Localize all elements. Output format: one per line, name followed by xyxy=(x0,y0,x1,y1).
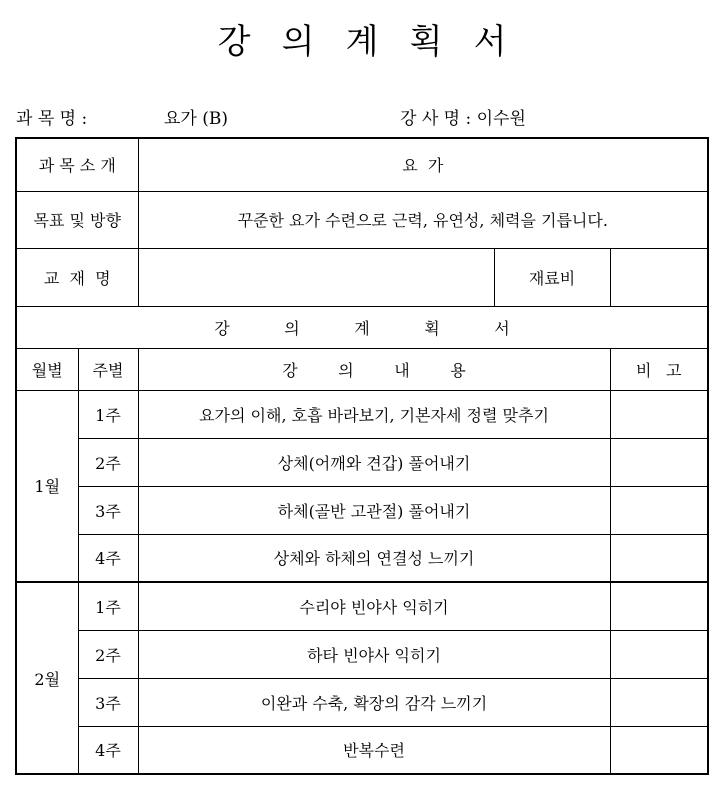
content-cell: 반복수련 xyxy=(138,726,610,774)
content-header xyxy=(138,348,610,390)
course-name-value: 요가 (B) xyxy=(164,109,229,129)
content-cell: 요가의 이해, 호흡 바라보기, 기본자세 정렬 맞추기 xyxy=(138,390,610,438)
title-char: 계 xyxy=(345,22,379,62)
week-cell: 1주 xyxy=(78,390,138,438)
plan-title-char: 의 xyxy=(284,318,300,338)
material-fee-label: 재료비 xyxy=(494,248,610,306)
content-cell: 하타 빈야사 익히기 xyxy=(138,630,610,678)
week-cell: 4주 xyxy=(78,534,138,582)
instructor-label: 강 사 명 : 이수원 xyxy=(400,109,526,129)
content-cell: 수리야 빈야사 익히기 xyxy=(138,582,610,630)
remark-cell xyxy=(610,486,708,534)
content-header-char: 용 xyxy=(450,360,466,380)
table-row xyxy=(16,486,708,534)
goal-label: 목표 및 방향 xyxy=(16,191,138,248)
title-char: 서 xyxy=(473,22,507,62)
plan-title-char: 강 xyxy=(214,318,230,338)
month-cell: 1월 xyxy=(16,390,78,582)
table-row xyxy=(16,438,708,486)
document-title xyxy=(0,14,724,63)
content-cell: 상체(어깨와 견갑) 풀어내기 xyxy=(138,438,610,486)
intro-row xyxy=(16,138,708,191)
content-header-char: 내 xyxy=(394,360,410,380)
plan-title-char: 계 xyxy=(354,318,370,338)
week-header: 주별 xyxy=(78,348,138,390)
plan-title-row xyxy=(16,306,708,348)
content-cell: 이완과 수축, 확장의 감각 느끼기 xyxy=(138,678,610,726)
week-cell: 3주 xyxy=(78,486,138,534)
remark-cell xyxy=(610,534,708,582)
plan-title-char: 획 xyxy=(424,318,440,338)
header-row xyxy=(16,348,708,390)
textbook-label: 교 재 명 xyxy=(16,248,138,306)
content-cell: 하체(골반 고관절) 풀어내기 xyxy=(138,486,610,534)
remark-cell xyxy=(610,630,708,678)
table-row xyxy=(16,582,708,630)
textbook-row xyxy=(16,248,708,306)
course-intro-label: 과 목 소 개 xyxy=(16,138,138,191)
content-cell: 상체와 하체의 연결성 느끼기 xyxy=(138,534,610,582)
table-row xyxy=(16,678,708,726)
remark-cell xyxy=(610,390,708,438)
remark-cell xyxy=(610,438,708,486)
course-name-label: 과 목 명 : xyxy=(16,109,88,129)
table-row xyxy=(16,726,708,774)
week-cell: 2주 xyxy=(78,438,138,486)
remark-cell xyxy=(610,582,708,630)
goal-row xyxy=(16,191,708,248)
goal-value: 꾸준한 요가 수련으로 근력, 유연성, 체력을 기릅니다. xyxy=(138,191,708,248)
week-cell: 3주 xyxy=(78,678,138,726)
table-row xyxy=(16,630,708,678)
course-intro-value: 요 가 xyxy=(138,138,708,191)
remark-header-char: 비 xyxy=(636,360,652,380)
table-row xyxy=(16,390,708,438)
content-header-char: 의 xyxy=(338,360,354,380)
table-row xyxy=(16,534,708,582)
remark-cell xyxy=(610,678,708,726)
plan-title-char: 서 xyxy=(494,318,510,338)
week-cell: 4주 xyxy=(78,726,138,774)
month-cell: 2월 xyxy=(16,582,78,774)
title-char: 의 xyxy=(281,22,315,62)
month-header: 월별 xyxy=(16,348,78,390)
plan-title xyxy=(16,306,708,348)
material-fee-value xyxy=(610,248,708,306)
textbook-value xyxy=(138,248,494,306)
week-cell: 1주 xyxy=(78,582,138,630)
week-cell: 2주 xyxy=(78,630,138,678)
remark-cell xyxy=(610,726,708,774)
content-header-char: 강 xyxy=(282,360,298,380)
remark-header-char: 고 xyxy=(666,360,682,380)
remark-header xyxy=(610,348,708,390)
title-char: 강 xyxy=(217,22,251,62)
lecture-plan-table xyxy=(15,137,709,775)
title-char: 획 xyxy=(409,22,443,62)
